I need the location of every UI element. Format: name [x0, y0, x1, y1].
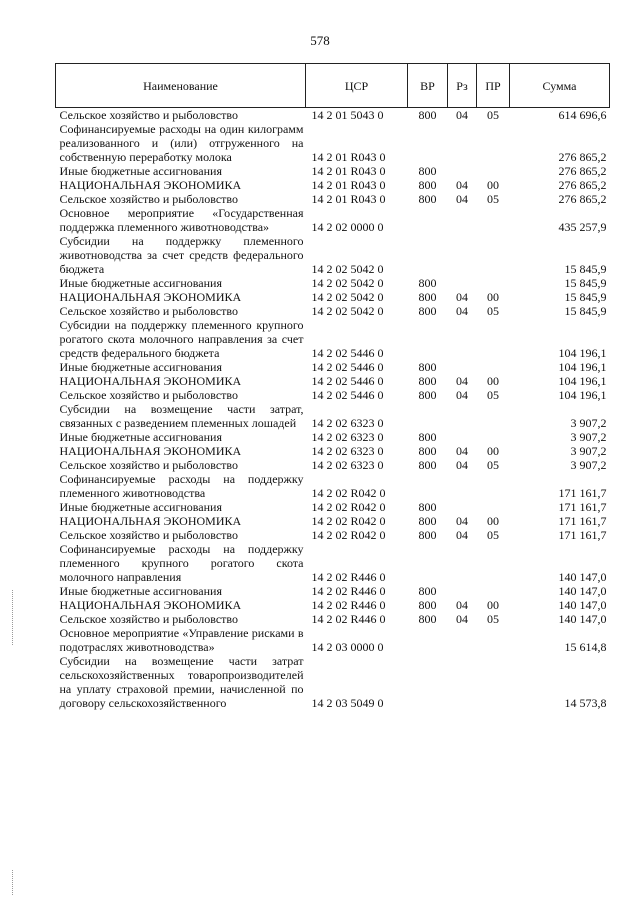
table-row	[56, 402, 610, 430]
table-row	[56, 318, 610, 360]
header-rz: Рз	[448, 64, 477, 108]
cell-rz	[448, 500, 477, 514]
table-row	[56, 374, 610, 388]
cell-sum: 3 907,2	[570, 444, 607, 458]
cell-csr: 14 2 02 5042 0	[311, 276, 384, 290]
table-header	[56, 64, 610, 108]
cell-name: Субсидии на возмещение части затрат, связанных с разведением племенных лошадей	[59, 402, 304, 430]
cell-csr: 14 2 02 R042 0	[311, 528, 386, 542]
cell-sum: 140 147,0	[558, 570, 607, 584]
cell-pr	[477, 542, 510, 584]
cell-rz: 04	[456, 290, 468, 304]
cell-name: Сельское хозяйство и рыболовство	[59, 192, 239, 206]
cell-sum: 276 865,2	[558, 164, 607, 178]
cell-rz: 04	[456, 304, 468, 318]
cell-csr: 14 2 01 R043 0	[311, 164, 386, 178]
cell-rz: 04	[456, 514, 468, 528]
cell-name: Сельское хозяйство и рыболовство	[59, 108, 239, 122]
cell-pr: 05	[487, 388, 499, 402]
header-csr: ЦСР	[306, 64, 408, 108]
cell-rz: 04	[456, 528, 468, 542]
cell-name: Основное мероприятие «Государственная поддержка племенного животноводства»	[59, 206, 304, 234]
cell-pr	[477, 276, 510, 290]
cell-vr: 800	[418, 598, 437, 612]
cell-rz: 04	[456, 458, 468, 472]
cell-pr: 05	[487, 612, 499, 626]
table-row	[56, 276, 610, 290]
cell-rz	[448, 206, 477, 234]
cell-vr: 800	[418, 458, 437, 472]
cell-rz	[448, 542, 477, 584]
cell-vr: 800	[418, 164, 437, 178]
table-row	[56, 612, 610, 626]
cell-name: Субсидии на поддержку племенного крупного рогатого скота молочного направления за счет средств федерального бюджета	[59, 318, 304, 360]
table-row	[56, 388, 610, 402]
table-row	[56, 500, 610, 514]
cell-vr: 800	[418, 304, 437, 318]
cell-rz	[448, 234, 477, 276]
cell-csr: 14 2 02 5446 0	[311, 374, 384, 388]
cell-name: Сельское хозяйство и рыболовство	[59, 458, 239, 472]
cell-sum: 171 161,7	[558, 486, 607, 500]
cell-csr: 14 2 02 6323 0	[311, 416, 384, 430]
cell-rz: 04	[456, 388, 468, 402]
cell-csr: 14 2 02 R446 0	[311, 612, 386, 626]
cell-name: НАЦИОНАЛЬНАЯ ЭКОНОМИКА	[59, 444, 242, 458]
cell-vr	[408, 234, 448, 276]
cell-vr	[408, 318, 448, 360]
table-body	[56, 108, 610, 711]
budget-table	[55, 63, 610, 710]
table-row	[56, 514, 610, 528]
cell-name: НАЦИОНАЛЬНАЯ ЭКОНОМИКА	[59, 514, 242, 528]
cell-sum: 276 865,2	[558, 192, 607, 206]
cell-vr: 800	[418, 108, 437, 122]
cell-name: Софинансируемые расходы на один килограмм реализованного и (или) отгруженного на собственную переработку молока	[59, 122, 304, 164]
cell-pr	[477, 360, 510, 374]
cell-rz	[448, 584, 477, 598]
cell-vr: 800	[418, 276, 437, 290]
cell-name: Софинансируемые расходы на поддержку племенного животноводства	[59, 472, 304, 500]
cell-csr: 14 2 01 R043 0	[311, 192, 386, 206]
cell-pr: 05	[487, 192, 499, 206]
cell-csr: 14 2 02 5042 0	[311, 262, 384, 276]
table-row	[56, 458, 610, 472]
cell-rz	[448, 360, 477, 374]
cell-pr	[477, 430, 510, 444]
cell-pr	[477, 164, 510, 178]
cell-pr	[477, 654, 510, 710]
cell-rz: 04	[456, 192, 468, 206]
table-row	[56, 430, 610, 444]
cell-csr: 14 2 01 5043 0	[311, 108, 384, 122]
cell-csr: 14 2 02 6323 0	[311, 430, 384, 444]
cell-rz	[448, 626, 477, 654]
cell-csr: 14 2 02 R042 0	[311, 514, 386, 528]
cell-csr: 14 2 02 6323 0	[311, 458, 384, 472]
cell-sum: 15 845,9	[564, 304, 607, 318]
table-row	[56, 528, 610, 542]
cell-pr	[477, 500, 510, 514]
cell-pr: 00	[487, 374, 499, 388]
header-name: Наименование	[56, 64, 306, 108]
cell-csr: 14 2 02 5042 0	[311, 304, 384, 318]
cell-sum: 104 196,1	[558, 374, 607, 388]
table-row	[56, 542, 610, 584]
cell-pr: 00	[487, 178, 499, 192]
cell-name: Софинансируемые расходы на поддержку племенного крупного рогатого скота молочного направления	[59, 542, 304, 584]
margin-dots-upper	[12, 590, 13, 645]
cell-pr: 05	[487, 528, 499, 542]
cell-pr: 05	[487, 458, 499, 472]
header-pr: ПР	[477, 64, 510, 108]
cell-vr: 800	[418, 290, 437, 304]
cell-vr: 800	[418, 374, 437, 388]
cell-rz	[448, 402, 477, 430]
cell-rz: 04	[456, 374, 468, 388]
cell-vr: 800	[418, 178, 437, 192]
cell-sum: 104 196,1	[558, 360, 607, 374]
cell-rz	[448, 276, 477, 290]
margin-dots-lower	[12, 870, 13, 895]
cell-pr	[477, 234, 510, 276]
cell-csr: 14 2 02 5446 0	[311, 360, 384, 374]
cell-sum: 14 573,8	[564, 696, 607, 710]
cell-vr	[408, 472, 448, 500]
cell-pr: 00	[487, 444, 499, 458]
cell-rz: 04	[456, 178, 468, 192]
cell-name: Сельское хозяйство и рыболовство	[59, 388, 239, 402]
cell-name: Сельское хозяйство и рыболовство	[59, 528, 239, 542]
cell-csr: 14 2 02 R446 0	[311, 598, 386, 612]
table-row	[56, 122, 610, 164]
cell-csr: 14 2 02 R042 0	[311, 500, 386, 514]
cell-pr: 05	[487, 304, 499, 318]
cell-rz: 04	[456, 444, 468, 458]
cell-name: Иные бюджетные ассигнования	[59, 584, 222, 598]
cell-vr	[408, 626, 448, 654]
cell-pr	[477, 206, 510, 234]
cell-sum: 15 845,9	[564, 276, 607, 290]
cell-csr: 14 2 02 5446 0	[311, 346, 384, 360]
cell-csr: 14 2 01 R043 0	[311, 178, 386, 192]
cell-csr: 14 2 02 R042 0	[311, 486, 386, 500]
cell-sum: 104 196,1	[558, 388, 607, 402]
cell-pr	[477, 402, 510, 430]
cell-rz	[448, 318, 477, 360]
cell-vr: 800	[418, 500, 437, 514]
cell-csr: 14 2 03 5049 0	[311, 696, 384, 710]
cell-sum: 171 161,7	[558, 528, 607, 542]
cell-name: Иные бюджетные ассигнования	[59, 276, 222, 290]
cell-vr: 800	[418, 528, 437, 542]
cell-rz: 04	[456, 598, 468, 612]
cell-sum: 15 845,9	[564, 290, 607, 304]
cell-name: НАЦИОНАЛЬНАЯ ЭКОНОМИКА	[59, 374, 242, 388]
cell-name: Сельское хозяйство и рыболовство	[59, 612, 239, 626]
table-row	[56, 584, 610, 598]
cell-sum: 3 907,2	[570, 430, 607, 444]
table-row	[56, 654, 610, 710]
cell-name: Иные бюджетные ассигнования	[59, 360, 222, 374]
cell-pr	[477, 318, 510, 360]
cell-name: Иные бюджетные ассигнования	[59, 500, 222, 514]
table-row	[56, 164, 610, 178]
cell-rz	[448, 164, 477, 178]
cell-sum: 171 161,7	[558, 514, 607, 528]
table-row	[56, 444, 610, 458]
cell-sum: 140 147,0	[558, 612, 607, 626]
cell-pr: 05	[487, 108, 499, 122]
cell-vr: 800	[418, 360, 437, 374]
table-row	[56, 290, 610, 304]
cell-name: Иные бюджетные ассигнования	[59, 430, 222, 444]
cell-csr: 14 2 02 5042 0	[311, 290, 384, 304]
cell-sum: 15 614,8	[564, 640, 607, 654]
cell-pr	[477, 122, 510, 164]
cell-sum: 140 147,0	[558, 598, 607, 612]
cell-sum: 140 147,0	[558, 584, 607, 598]
table-row	[56, 206, 610, 234]
cell-pr: 00	[487, 514, 499, 528]
cell-sum: 435 257,9	[558, 220, 607, 234]
cell-rz	[448, 654, 477, 710]
header-sum: Сумма	[510, 64, 610, 108]
cell-vr	[408, 122, 448, 164]
table-row	[56, 178, 610, 192]
cell-pr	[477, 626, 510, 654]
cell-vr: 800	[418, 514, 437, 528]
cell-rz: 04	[456, 612, 468, 626]
cell-sum: 276 865,2	[558, 178, 607, 192]
cell-name: Сельское хозяйство и рыболовство	[59, 304, 239, 318]
cell-csr: 14 2 02 R446 0	[311, 584, 386, 598]
table-row	[56, 472, 610, 500]
cell-rz: 04	[456, 108, 468, 122]
cell-sum: 171 161,7	[558, 500, 607, 514]
cell-vr	[408, 206, 448, 234]
table-row	[56, 192, 610, 206]
cell-sum: 3 907,2	[570, 458, 607, 472]
cell-csr: 14 2 02 R446 0	[311, 570, 386, 584]
cell-csr: 14 2 02 5446 0	[311, 388, 384, 402]
cell-rz	[448, 430, 477, 444]
cell-name: НАЦИОНАЛЬНАЯ ЭКОНОМИКА	[59, 598, 242, 612]
cell-name: НАЦИОНАЛЬНАЯ ЭКОНОМИКА	[59, 178, 242, 192]
cell-rz	[448, 122, 477, 164]
cell-pr: 00	[487, 290, 499, 304]
cell-csr: 14 2 02 0000 0	[311, 220, 384, 234]
cell-vr: 800	[418, 584, 437, 598]
cell-name: Основное мероприятие «Управление рисками в подотраслях животноводства»	[59, 626, 304, 654]
table-row	[56, 598, 610, 612]
cell-name: Субсидии на поддержку племенного животноводства за счет средств федерального бюджета	[59, 234, 304, 276]
cell-sum: 276 865,2	[558, 150, 607, 164]
cell-name: НАЦИОНАЛЬНАЯ ЭКОНОМИКА	[59, 290, 242, 304]
cell-rz	[448, 472, 477, 500]
header-vr: ВР	[408, 64, 448, 108]
cell-csr: 14 2 03 0000 0	[311, 640, 384, 654]
cell-vr: 800	[418, 430, 437, 444]
cell-vr: 800	[418, 388, 437, 402]
cell-vr	[408, 654, 448, 710]
cell-sum: 104 196,1	[558, 346, 607, 360]
cell-vr: 800	[418, 612, 437, 626]
table-row	[56, 360, 610, 374]
cell-csr: 14 2 02 6323 0	[311, 444, 384, 458]
cell-vr: 800	[418, 444, 437, 458]
cell-pr: 00	[487, 598, 499, 612]
cell-vr	[408, 542, 448, 584]
table-row	[56, 108, 610, 123]
cell-vr: 800	[418, 192, 437, 206]
cell-csr: 14 2 01 R043 0	[311, 150, 386, 164]
cell-name: Иные бюджетные ассигнования	[59, 164, 222, 178]
table-row	[56, 304, 610, 318]
cell-sum: 15 845,9	[564, 262, 607, 276]
cell-name: Субсидии на возмещение части затрат сельскохозяйственных товаропроизводителей на уплату страховой премии, начисленной по договору сельскохозяйственного	[59, 654, 304, 710]
cell-sum: 3 907,2	[570, 416, 607, 430]
cell-pr	[477, 584, 510, 598]
page-number: 578	[310, 33, 330, 48]
table-row	[56, 626, 610, 654]
cell-vr	[408, 402, 448, 430]
cell-sum: 614 696,6	[558, 108, 607, 122]
table-row	[56, 234, 610, 276]
cell-pr	[477, 472, 510, 500]
